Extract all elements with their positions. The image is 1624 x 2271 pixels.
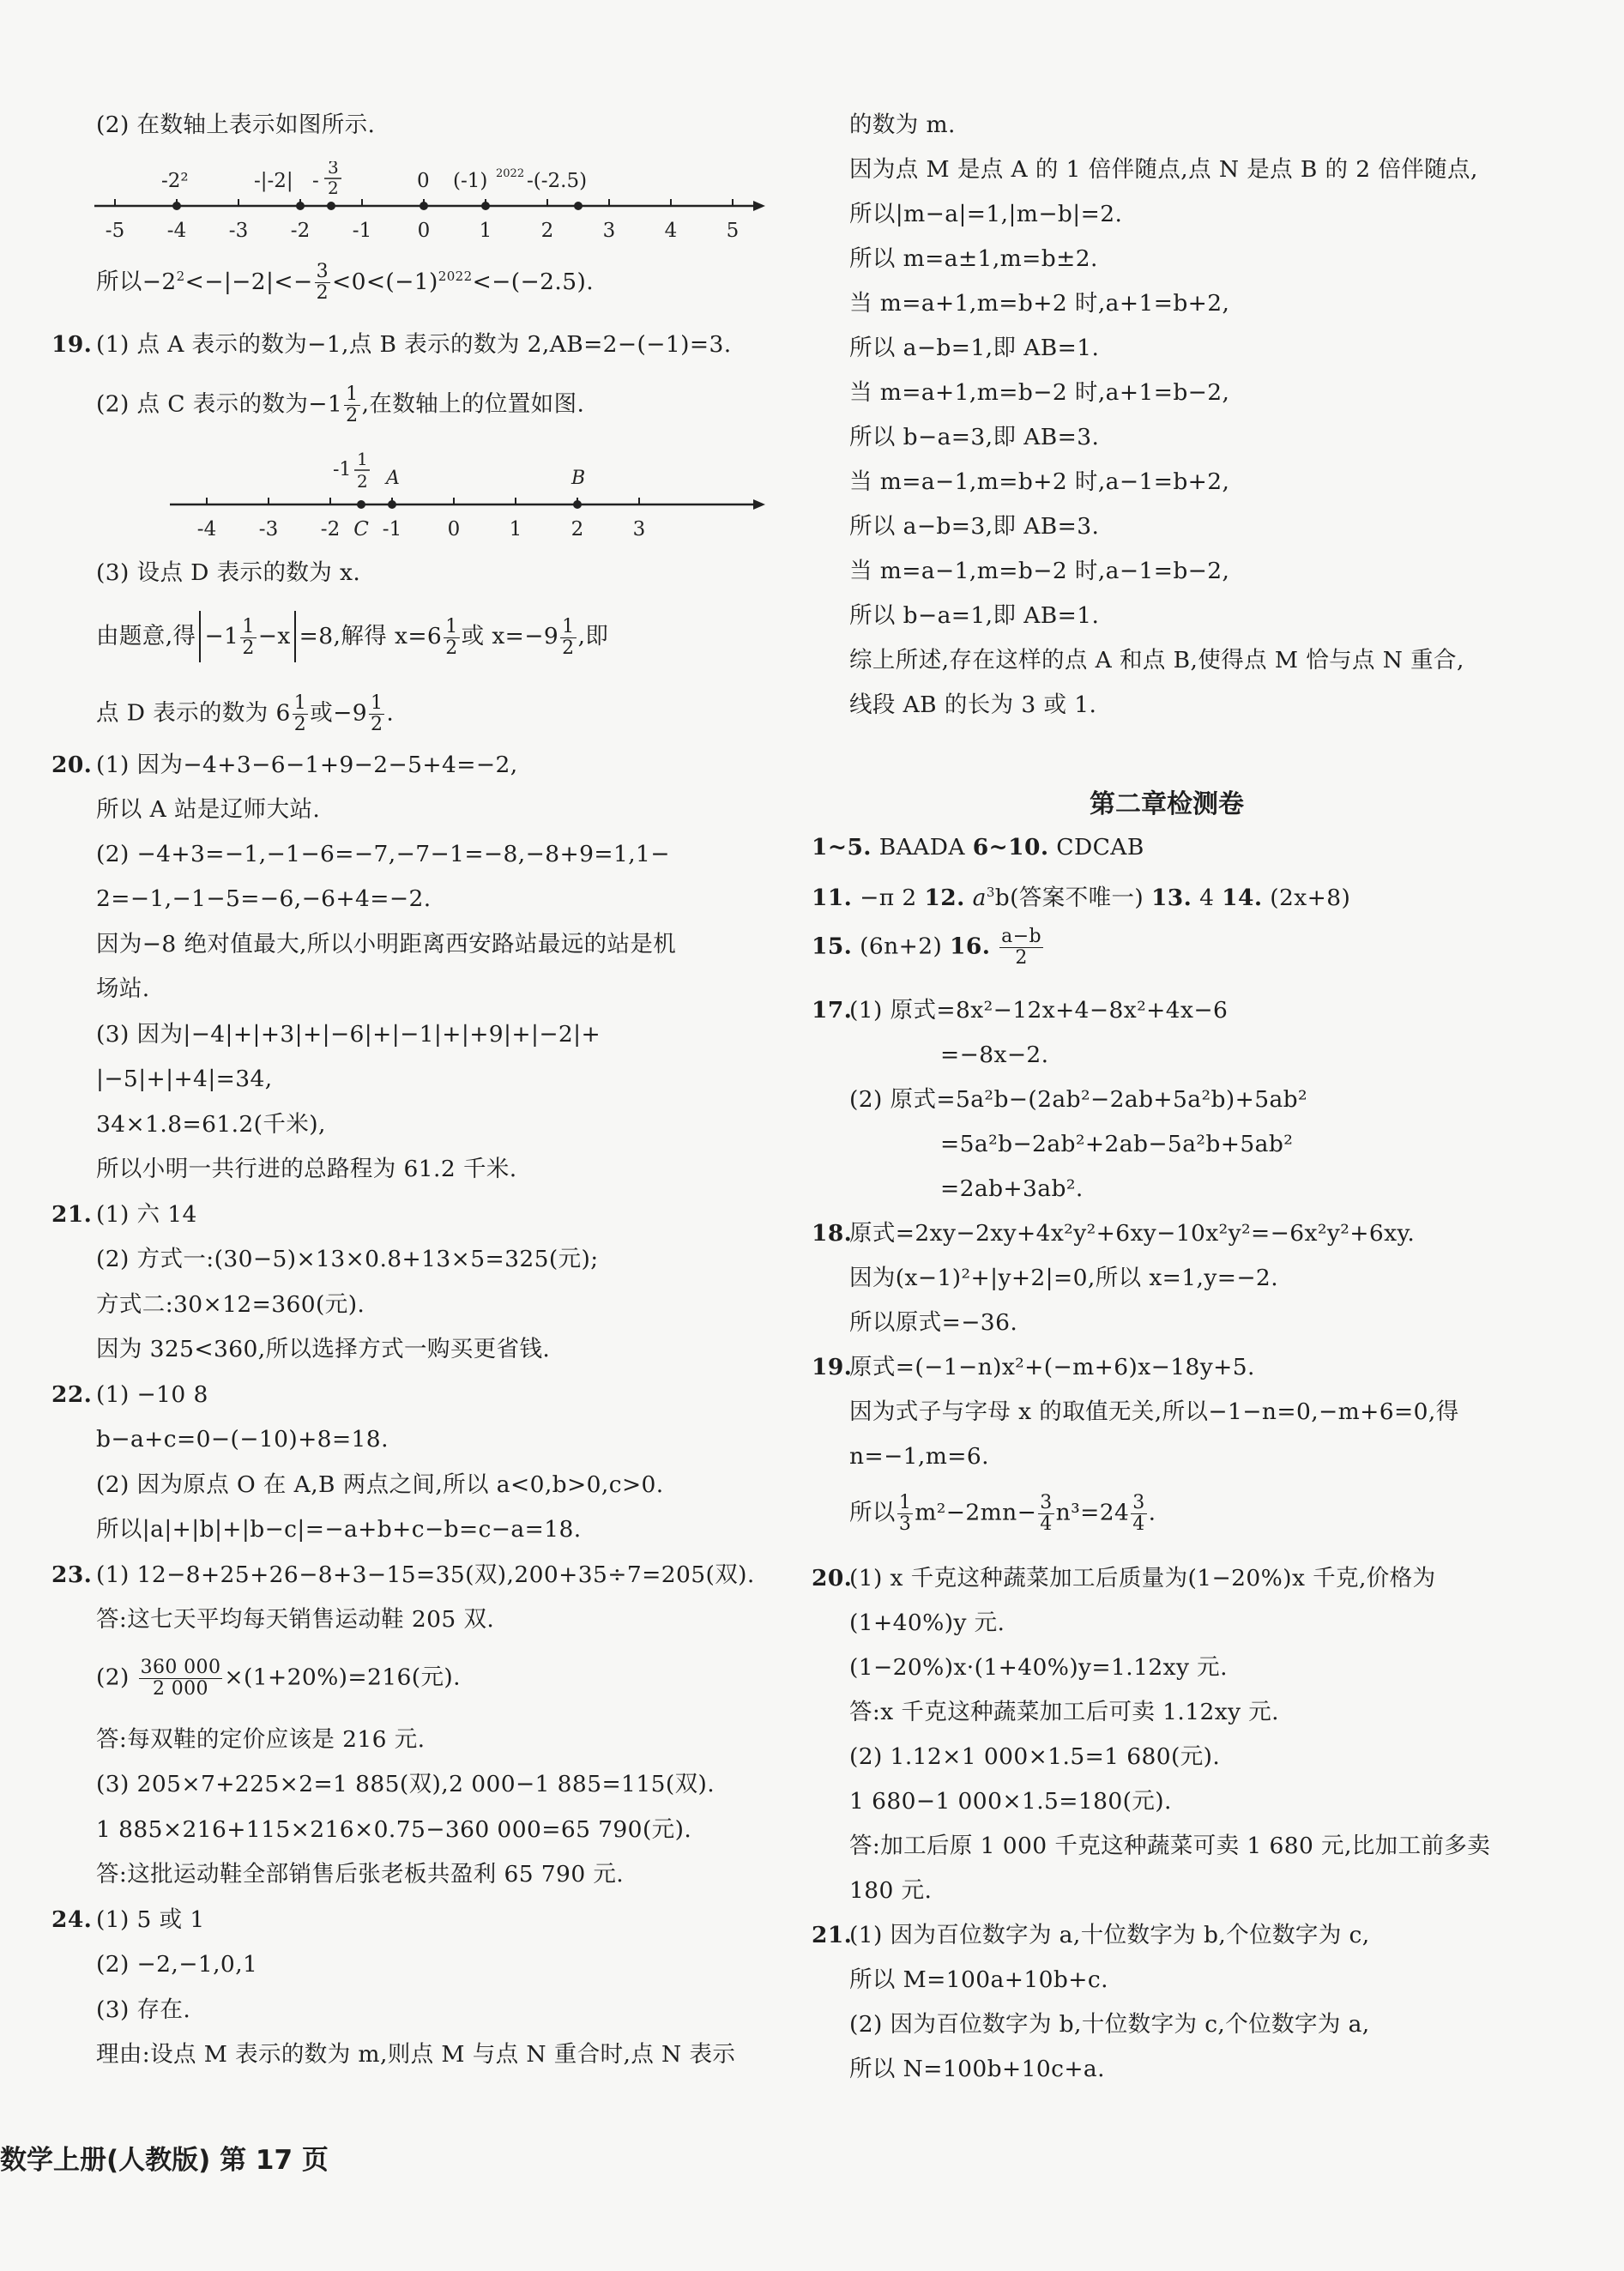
text-line: (2) 方式一:(30−5)×13×0.8+13×5=325(元); (96, 1246, 599, 1272)
text-line: (2) 因为原点 O 在 A,B 两点之间,所以 a<0,b>0,c>0. (96, 1471, 664, 1498)
text-line: (2) −2,−1,0,1 (96, 1951, 258, 1978)
text-line: (1) 12−8+25+26−8+3−15=35(双),200+35÷7=205(双). (96, 1561, 755, 1588)
text-line: 15. (6n+2) 16. $\frac{a-b}{2}$ (812, 926, 1042, 969)
question-number: 21. (51, 1201, 93, 1228)
text-line: 所以小明一共行进的总路程为 61.2 千米. (96, 1156, 517, 1182)
point-label: 2022 (496, 167, 525, 180)
text-line: 当 m=a+1,m=b−2 时,a+1=b−2, (849, 379, 1230, 406)
text-line: 所以 a−b=1,即 AB=1. (849, 335, 1100, 361)
text-line: 因为式子与字母 x 的取值无关,所以−1−n=0,−m+6=0,得 (849, 1398, 1459, 1425)
point-label: -2² (161, 170, 189, 192)
text-line: 当 m=a−1,m=b−2 时,a−1=b−2, (849, 558, 1230, 584)
text-line: 点 D 表示的数为 6 $\frac{1}{2}$ 或−9 $\frac{1}{2}$ . (96, 692, 395, 735)
text-line: 答:这批运动鞋全部销售后张老板共盈利 65 790 元. (96, 1861, 625, 1887)
tick-label: 2 (540, 220, 554, 242)
text-line: (3) 因为|−4|+|+3|+|−6|+|−1|+|+9|+|−2|+ (96, 1021, 601, 1048)
point-label: -1 (333, 459, 352, 480)
text-line: 所以 b−a=1,即 AB=1. (849, 602, 1100, 629)
text-line: (1+40%)y 元. (849, 1610, 1005, 1636)
question-number: 21. (812, 1922, 853, 1948)
page-footer: 数学上册(人教版) 第 17 页 (0, 2145, 329, 2176)
text-line: (1) 点 A 表示的数为−1,点 B 表示的数为 2,AB=2−(−1)=3. (96, 331, 732, 358)
question-number: 20. (51, 752, 93, 778)
tick-label: 0 (417, 220, 431, 242)
text-line: 所以原式=−36. (849, 1309, 1018, 1336)
tick-label: -4 (196, 518, 217, 539)
question-number: 22. (51, 1381, 93, 1408)
question-number: 24. (51, 1906, 93, 1933)
text-line: 当 m=a−1,m=b+2 时,a−1=b+2, (849, 468, 1230, 495)
text-line: 1~5. BAADA 6~10. CDCAB (812, 834, 1144, 861)
text-line: (1−20%)x·(1+40%)y=1.12xy 元. (849, 1654, 1228, 1681)
text-line: 2=−1,−1−5=−6,−6+4=−2. (96, 885, 432, 912)
text-line: (2) 1.12×1 000×1.5=1 680(元). (849, 1743, 1221, 1770)
tick-label: 2 (571, 518, 584, 539)
tick-label: -2 (320, 518, 341, 539)
text-line: (1) x 千克这种蔬菜加工后质量为(1−20%)x 千克,价格为 (849, 1565, 1436, 1592)
text-line: 的数为 m. (849, 112, 956, 138)
point-label: -|-2| (254, 170, 293, 192)
point-label: B (571, 468, 586, 489)
text-line: 1 680−1 000×1.5=180(元). (849, 1788, 1172, 1815)
tick-label: 5 (726, 220, 740, 242)
question-number: 19. (51, 331, 93, 358)
question-number: 23. (51, 1561, 93, 1588)
tick-label: -1 (382, 518, 402, 539)
tick-label: 3 (602, 220, 616, 242)
text-line: 当 m=a+1,m=b+2 时,a+1=b+2, (849, 290, 1230, 317)
point-label: - (312, 170, 319, 192)
text-line: 方式二:30×12=360(元). (96, 1291, 365, 1318)
point-label: -(-2.5) (527, 170, 588, 192)
tick-label: 4 (664, 220, 678, 242)
text-line: 所以$-2^2<-|-2|<-$ $\frac{3}{2}$ $<0<(-1)^{2022}<-(-2.5)$. (96, 261, 595, 305)
text-line: 因为点 M 是点 A 的 1 倍伴随点,点 N 是点 B 的 2 倍伴随点, (849, 156, 1478, 183)
text-line: b−a+c=0−(−10)+8=18. (96, 1426, 389, 1453)
text-line: (3) 205×7+225×2=1 885(双),2 000−1 885=115(双). (96, 1771, 715, 1797)
text-line: 场站. (96, 975, 150, 1002)
text-line: 综上所述,存在这样的点 A 和点 B,使得点 M 恰与点 N 重合, (849, 647, 1464, 673)
tick-label: -1 (352, 220, 372, 242)
tick-label: -5 (105, 220, 125, 242)
text-line: 所以 A 站是辽师大站. (96, 796, 321, 823)
text-line: (2) 在数轴上表示如图所示. (96, 112, 376, 138)
text-line: 原式=2xy−2xy+4x²y²+6xy−10x²y²=−6x²y²+6xy. (849, 1220, 1416, 1247)
text-line: 因为 325<360,所以选择方式一购买更省钱. (96, 1336, 551, 1362)
text-line: (1) −10 8 (96, 1381, 208, 1408)
tick-label: 1 (479, 220, 492, 242)
text-line: 所以 N=100b+10c+a. (849, 2056, 1105, 2082)
text-line: 原式=(−1−n)x²+(−m+6)x−18y+5. (849, 1354, 1255, 1380)
question-number: 18. (812, 1220, 853, 1247)
text-line: 答:每双鞋的定价应该是 216 元. (96, 1726, 426, 1753)
text-line: 所以 M=100a+10b+c. (849, 1966, 1108, 1993)
text-line: 1 885×216+115×216×0.75−360 000=65 790(元). (96, 1816, 692, 1843)
point-label: 2 (357, 471, 368, 492)
text-line: (1) 原式=8x²−12x+4−8x²+4x−6 (849, 997, 1229, 1024)
question-number: 17. (812, 997, 853, 1024)
text-line: 所以 $\frac{1}{3}$ m²−2mn− $\frac{3}{4}$ n³=24 $\frac{3}{4}$ . (849, 1492, 1156, 1535)
text-line: (3) 设点 D 表示的数为 x. (96, 559, 361, 586)
tick-label: C (353, 518, 369, 539)
point-label: 1 (357, 449, 368, 469)
text-line: 答:这七天平均每天销售运动鞋 205 双. (96, 1606, 495, 1633)
text-line: (2) 原式=5a²b−(2ab²−2ab+5a²b)+5ab² (849, 1086, 1308, 1113)
text-line: |−5|+|+4|=34, (96, 1066, 273, 1092)
text-line: (2) −4+3=−1,−1−6=−7,−7−1=−8,−8+9=1,1− (96, 841, 670, 867)
text-line: 所以 b−a=3,即 AB=3. (849, 424, 1100, 450)
tick-label: 3 (632, 518, 646, 539)
tick-label: -2 (290, 220, 311, 242)
tick-label: 1 (509, 518, 522, 539)
point-label: (-1) (453, 170, 488, 192)
text-line: (1) 六 14 (96, 1201, 197, 1228)
point-label: 3 (328, 161, 339, 178)
text-line: 答:加工后原 1 000 千克这种蔬菜可卖 1 680 元,比加工前多卖 (849, 1833, 1491, 1859)
text-line: 线段 AB 的长为 3 或 1. (849, 692, 1097, 718)
text-line: (3) 存在. (96, 1996, 191, 2023)
text-line: (1) 因为−4+3−6−1+9−2−5+4=−2, (96, 752, 518, 778)
text-line: (2) $\frac{360 000}{2 000}$ ×(1+20%)=216(元). (96, 1657, 461, 1700)
text-line: (1) 因为百位数字为 a,十位数字为 b,个位数字为 c, (849, 1922, 1370, 1948)
text-line: 180 元. (849, 1877, 933, 1904)
text-line: =2ab+3ab². (940, 1175, 1084, 1202)
text-line: 由题意,得 −1 $\frac{1}{2}$ −x =8,解得 x=6 $\frac{1}{2}$ 或 x=−9 $\frac{1}{2}$ ,即 (96, 611, 608, 662)
text-line: 11. −π 2 12. $a^3b$(答案不唯一) 13. 4 14. (2x+8) (812, 884, 1351, 911)
text-line: (2) 点 C 表示的数为−1 $\frac{1}{2}$ ,在数轴上的位置如图. (96, 384, 585, 426)
text-line: 所以|m−a|=1,|m−b|=2. (849, 201, 1123, 227)
number-line-2 (161, 448, 779, 539)
text-line: 答:x 千克这种蔬菜加工后可卖 1.12xy 元. (849, 1699, 1279, 1725)
tick-label: 0 (447, 518, 461, 539)
point-label: A (386, 468, 400, 489)
text-line: 因为(x−1)²+|y+2|=0,所以 x=1,y=−2. (849, 1265, 1279, 1291)
number-line-1 (93, 161, 779, 247)
text-line: (1) 5 或 1 (96, 1906, 205, 1933)
tick-label: -4 (166, 220, 187, 242)
text-line: 所以 a−b=3,即 AB=3. (849, 513, 1100, 540)
question-number: 19. (812, 1354, 853, 1380)
tick-label: -3 (258, 518, 279, 539)
text-line: 34×1.8=61.2(千米), (96, 1111, 326, 1138)
text-line: 因为−8 绝对值最大,所以小明距离西安路站最远的站是机 (96, 931, 677, 957)
text-line: 所以|a|+|b|+|b−c|=−a+b+c−b=c−a=18. (96, 1516, 582, 1543)
text-line: n=−1,m=6. (849, 1443, 989, 1470)
text-line: (2) 因为百位数字为 b,十位数字为 c,个位数字为 a, (849, 2011, 1370, 2038)
text-line: 理由:设点 M 表示的数为 m,则点 M 与点 N 重合时,点 N 表示 (96, 2041, 736, 2068)
text-line: =5a²b−2ab²+2ab−5a²b+5ab² (940, 1131, 1294, 1157)
tick-label: -3 (228, 220, 249, 242)
text-line: 所以 m=a±1,m=b±2. (849, 245, 1098, 272)
text-line: =−8x−2. (940, 1042, 1049, 1068)
section-heading: 第二章检测卷 (1090, 789, 1244, 819)
point-label: 2 (328, 178, 339, 198)
question-number: 20. (812, 1565, 853, 1592)
point-label: 0 (417, 170, 430, 192)
